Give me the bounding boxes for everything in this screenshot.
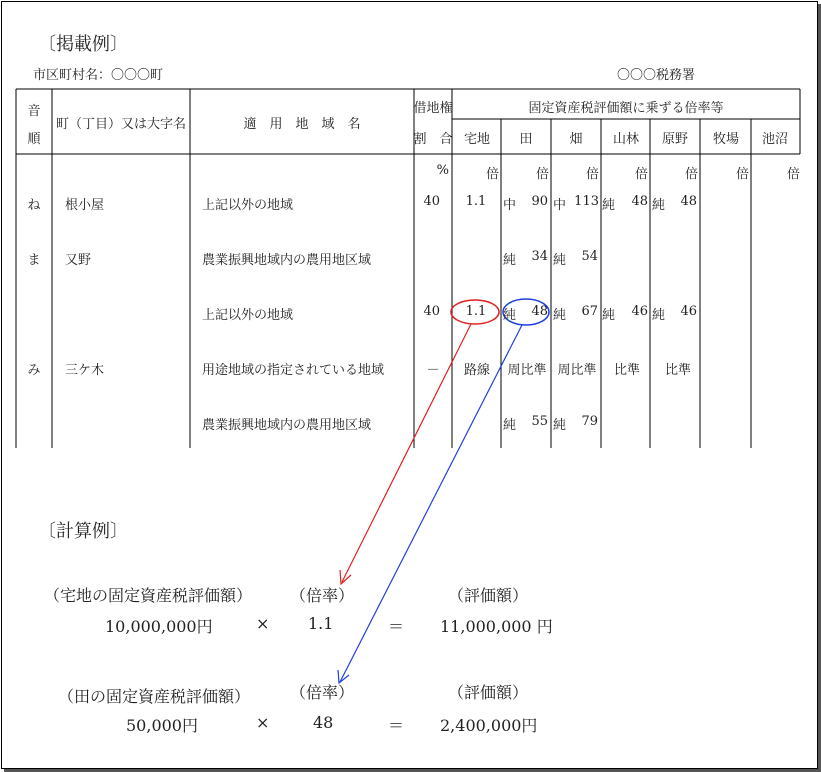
row5-ta: 55 (531, 414, 548, 429)
example-heading: 〔掲載例〕 (38, 34, 128, 55)
row2-ta-prefix: 純 (503, 253, 517, 268)
row3-ta-prefix: 純 (503, 308, 517, 323)
row1-genya-prefix: 純 (652, 198, 666, 213)
calc2-result-label: （評価額） (448, 683, 529, 702)
calc2-multiplier: 48 (313, 713, 334, 732)
unit-times-bokujo: 倍 (735, 167, 749, 182)
header-col-sanrin: 山林 (612, 132, 640, 147)
unit-times-takuchi: 倍 (485, 167, 499, 182)
row4-genya: 比準 (664, 363, 692, 378)
row1-sanrin: 48 (631, 194, 648, 209)
row3-genya: 46 (680, 304, 697, 319)
header-col-genya: 原野 (661, 132, 689, 147)
municipality-label: 市区町村名：〇〇〇町 (33, 68, 164, 83)
header-col-ta: 田 (519, 132, 533, 147)
row5-area: 農業振興地域内の農用地区域 (202, 418, 372, 433)
row3-takuchi: 1.1 (465, 304, 487, 319)
row4-town: 三ケ木 (65, 363, 105, 378)
calc1-times: × (256, 614, 270, 633)
row5-hata-prefix: 純 (553, 418, 567, 433)
row2-kana: ま (27, 253, 41, 268)
row4-area: 用途地域の指定されている地域 (202, 363, 385, 378)
row3-sanrin-prefix: 純 (602, 308, 616, 323)
calc2-result: 2,400,000円 (440, 716, 538, 735)
row3-sanrin: 46 (631, 304, 648, 319)
calc2-times: × (256, 713, 270, 732)
calc1-equals: ＝ (388, 617, 405, 636)
row3-genya-prefix: 純 (652, 308, 666, 323)
header-town-name: 町（丁目）又は大字名 (55, 117, 187, 132)
row4-sanrin: 比準 (613, 363, 641, 378)
row4-takuchi: 路線 (463, 363, 491, 378)
row3-hata-prefix: 純 (553, 308, 567, 323)
row4-kana: み (27, 363, 41, 378)
red-arrow-head (340, 570, 351, 584)
row1-takuchi: 1.1 (465, 194, 487, 209)
header-area-name: 適 用 地 域 名 (243, 117, 361, 132)
calc1-value: 10,000,000円 (105, 617, 213, 636)
header-col-bokujo: 牧場 (712, 132, 740, 147)
row1-area: 上記以外の地域 (202, 198, 294, 213)
unit-times-hata: 倍 (585, 167, 599, 182)
header-multiplier-group: 固定資産税評価額に乗ずる倍率等 (528, 101, 724, 116)
row1-hata: 113 (574, 194, 599, 209)
calc1-label: （宅地の固定資産税評価額） (44, 586, 253, 605)
unit-times-chisho: 倍 (786, 167, 800, 182)
calc2-value: 50,000円 (126, 716, 198, 735)
row5-hata: 79 (581, 414, 598, 429)
row2-hata-prefix: 純 (553, 253, 567, 268)
row1-hata-prefix: 中 (553, 198, 567, 213)
unit-times-ta: 倍 (535, 167, 549, 182)
header-col-hata: 畑 (569, 132, 583, 147)
header-sound-order-1: 音 (27, 104, 41, 119)
calc2-multiplier-label: （倍率） (290, 683, 355, 702)
row4-ta: 周比準 (507, 363, 547, 378)
header-col-takuchi: 宅地 (463, 132, 491, 147)
row3-ta: 48 (531, 304, 548, 319)
row1-ta-prefix: 中 (503, 198, 517, 213)
calc2-label: （田の固定資産税評価額） (58, 687, 251, 706)
row4-lease: － (426, 363, 440, 378)
row1-lease: 40 (423, 194, 440, 209)
row3-area: 上記以外の地域 (202, 308, 294, 323)
row1-ta: 90 (531, 194, 548, 209)
calc2-equals: ＝ (388, 716, 405, 735)
row1-sanrin-prefix: 純 (602, 198, 616, 213)
unit-times-genya: 倍 (684, 167, 698, 182)
header-sound-order-2: 順 (27, 132, 41, 147)
calc-heading: 〔計算例〕 (38, 521, 128, 542)
unit-times-sanrin: 倍 (634, 167, 648, 182)
tax-office-label: 〇〇〇税務署 (617, 68, 696, 83)
calc1-multiplier: 1.1 (308, 614, 334, 633)
row3-hata: 67 (581, 304, 598, 319)
calc1-multiplier-label: （倍率） (290, 586, 355, 605)
row5-ta-prefix: 純 (503, 418, 517, 433)
row4-hata: 周比準 (557, 363, 597, 378)
calc1-result: 11,000,000 円 (440, 617, 553, 636)
row2-hata: 54 (581, 249, 598, 264)
header-col-chisho: 池沼 (761, 132, 789, 147)
row1-genya: 48 (680, 194, 697, 209)
row2-area: 農業振興地域内の農用地区域 (202, 253, 372, 268)
row1-kana: ね (27, 198, 41, 213)
row1-town: 根小屋 (65, 198, 105, 213)
header-leasehold-2: 割 合 (413, 132, 453, 147)
row2-town: 又野 (65, 253, 92, 268)
calc1-result-label: （評価額） (448, 586, 529, 605)
row3-lease: 40 (423, 304, 440, 319)
unit-percent: % (436, 163, 449, 178)
row2-ta: 34 (531, 249, 548, 264)
header-leasehold-1: 借地権 (413, 101, 453, 116)
